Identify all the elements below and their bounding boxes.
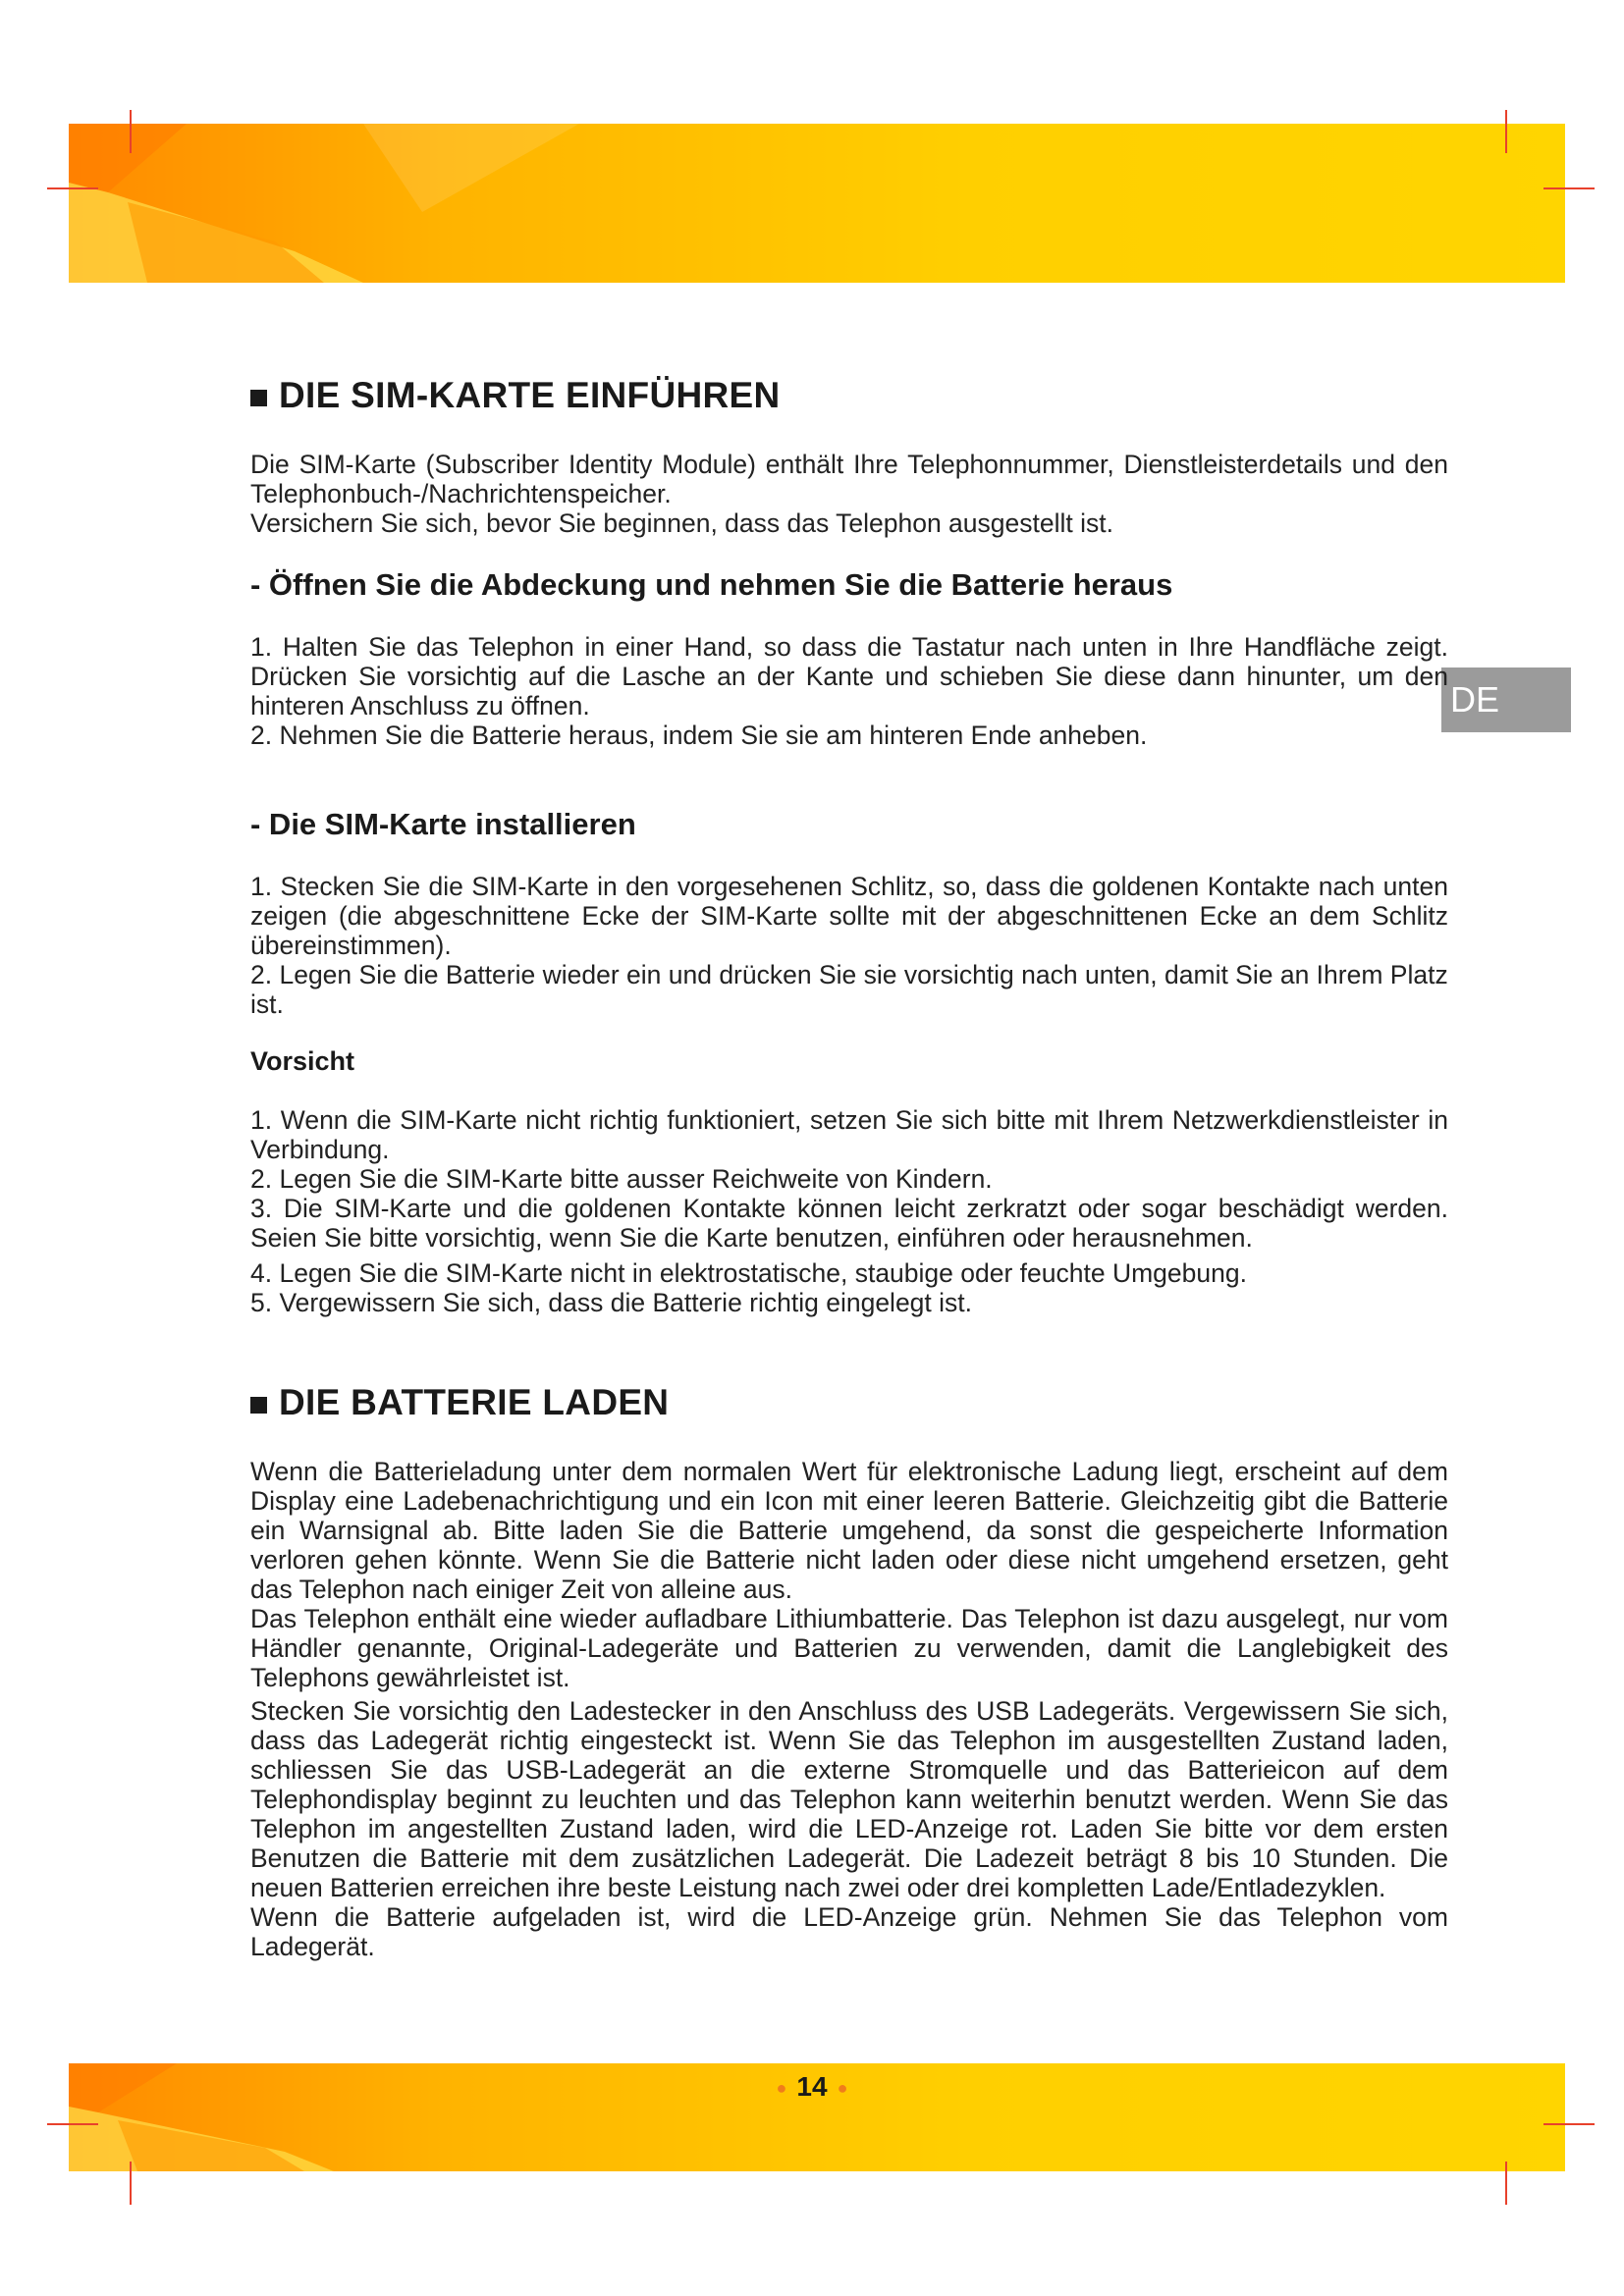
bullet-square-icon	[250, 1397, 267, 1414]
language-tab: DE	[1441, 667, 1571, 732]
section-heading-sim	[250, 375, 781, 416]
caution-item: 4. Legen Sie die SIM-Karte nicht in elektrostatische, staubige oder feuchte Umgebung.	[250, 1258, 1247, 1288]
dot-icon: ●	[837, 2078, 848, 2099]
page-number	[0, 2071, 1624, 2103]
crop-mark	[1543, 187, 1595, 189]
crop-mark	[130, 2162, 132, 2205]
caution-item: 2. Legen Sie die SIM-Karte bitte ausser Reichweite von Kindern.	[250, 1164, 993, 1194]
sim-intro-paragraph: Die SIM-Karte (Subscriber Identity Module) enthält Ihre Telephonnummer, Dienstleisterdetails und den Telephonbuch-/Nachrichtenspeicher.	[250, 450, 1448, 508]
bullet-square-icon	[250, 390, 267, 406]
dot-icon: ●	[776, 2078, 787, 2099]
section-heading-battery	[250, 1382, 669, 1423]
sim-intro	[250, 450, 1448, 538]
step-item: 1. Halten Sie das Telephon in einer Hand, so dass die Tastatur nach unten in Ihre Handfläche zeigt. Drücken Sie vorsichtig auf die Lasche an der Kante und schieben Sie diese dann hinunter, um den hinteren Anschluss zu öffnen.	[250, 632, 1448, 721]
subheading-install-sim: - Die SIM-Karte installieren	[250, 807, 636, 841]
battery-paragraph: Das Telephon enthält eine wieder aufladbare Lithiumbatterie. Das Telephon ist dazu ausgelegt, nur vom Händler genannte, Original-Ladegeräte und Batterien zu verwenden, damit die Langlebigkeit des Telephons gewährleistet ist.	[250, 1604, 1448, 1692]
crop-mark	[1505, 110, 1507, 153]
caution-heading: Vorsicht	[250, 1046, 355, 1076]
section-heading-text: DIE SIM-KARTE EINFÜHREN	[279, 375, 781, 415]
step-item: 1. Stecken Sie die SIM-Karte in den vorgesehenen Schlitz, so, dass die goldenen Kontakte nach unten zeigen (die abgeschnittene Ecke der SIM-Karte sollte mit der abgeschnittenen Ecke an dem Schlitz übereinstimmen).	[250, 872, 1448, 960]
caution-item: 1. Wenn die SIM-Karte nicht richtig funktioniert, setzen Sie sich bitte mit Ihrem Netzwerkdienstleister in Verbindung.	[250, 1105, 1448, 1164]
battery-paragraph: Stecken Sie vorsichtig den Ladestecker in den Anschluss des USB Ladegeräts. Vergewissern Sie sich, dass das Ladegerät richtig eingesteckt ist. Wenn Sie das Telephon im ausgestellten Zustand laden, schliessen Sie das USB-Ladegerät an die externe Stromquelle und das Batterieicon auf dem Telephondisplay beginnt zu leuchten und das Telephon kann weiterhin benutzt werden. Wenn Sie das Telephon im angestellten Zustand laden, wird die LED-Anzeige rot. Laden Sie bitte vor dem ersten Benutzen die Batterie mit dem zusätzlichen Ladegerät. Die Ladezeit beträgt 8 bis 10 Stunden. Die neuen Batterien erreichen ihre beste Leistung nach zwei oder drei kompletten Lade/Entladezyklen.	[250, 1696, 1448, 1902]
step-item: 2. Legen Sie die Batterie wieder ein und drücken Sie sie vorsichtig nach unten, damit Sie an Ihrem Platz ist.	[250, 960, 1448, 1019]
crop-mark	[47, 187, 98, 189]
top-banner-graphic	[69, 124, 1565, 283]
caution-item: 3. Die SIM-Karte und die goldenen Kontakte können leicht zerkratzt oder sogar beschädigt werden. Seien Sie bitte vorsichtig, wenn Sie die Karte benutzen, einführen oder herausnehmen.	[250, 1194, 1448, 1253]
crop-mark	[130, 110, 132, 153]
crop-mark	[47, 2123, 98, 2125]
section-heading-text: DIE BATTERIE LADEN	[279, 1382, 670, 1422]
battery-paragraph: Wenn die Batterieladung unter dem normalen Wert für elektronische Ladung liegt, erscheint auf dem Display eine Ladebenachrichtigung und ein Icon mit einer leeren Batterie. Gleichzeitig gibt die Batterie ein Warnsignal ab. Bitte laden Sie die Batterie umgehend, da sonst die gespeicherte Information verloren gehen könnte. Wenn Sie die Batterie nicht laden oder diese nicht umgehend ersetzen, geht das Telephon nach einiger Zeit von alleine aus.	[250, 1457, 1448, 1604]
install-sim-steps	[250, 872, 1448, 1019]
page-number-text: 14	[796, 2071, 828, 2102]
battery-text	[250, 1457, 1448, 1961]
battery-paragraph: Wenn die Batterie aufgeladen ist, wird die LED-Anzeige grün. Nehmen Sie das Telephon vom Ladegerät.	[250, 1902, 1448, 1961]
open-cover-steps	[250, 632, 1448, 750]
top-decorative-banner	[69, 124, 1565, 283]
caution-list	[250, 1105, 1448, 1317]
crop-mark	[1505, 2162, 1507, 2205]
step-item: 2. Nehmen Sie die Batterie heraus, indem Sie sie am hinteren Ende anheben.	[250, 721, 1148, 750]
caution-item: 5. Vergewissern Sie sich, dass die Batterie richtig eingelegt ist.	[250, 1288, 973, 1317]
subheading-open-cover: - Öffnen Sie die Abdeckung und nehmen Sie die Batterie heraus	[250, 567, 1173, 602]
crop-mark	[1543, 2123, 1595, 2125]
sim-intro-paragraph: Versichern Sie sich, bevor Sie beginnen, dass das Telephon ausgestellt ist.	[250, 508, 1113, 538]
